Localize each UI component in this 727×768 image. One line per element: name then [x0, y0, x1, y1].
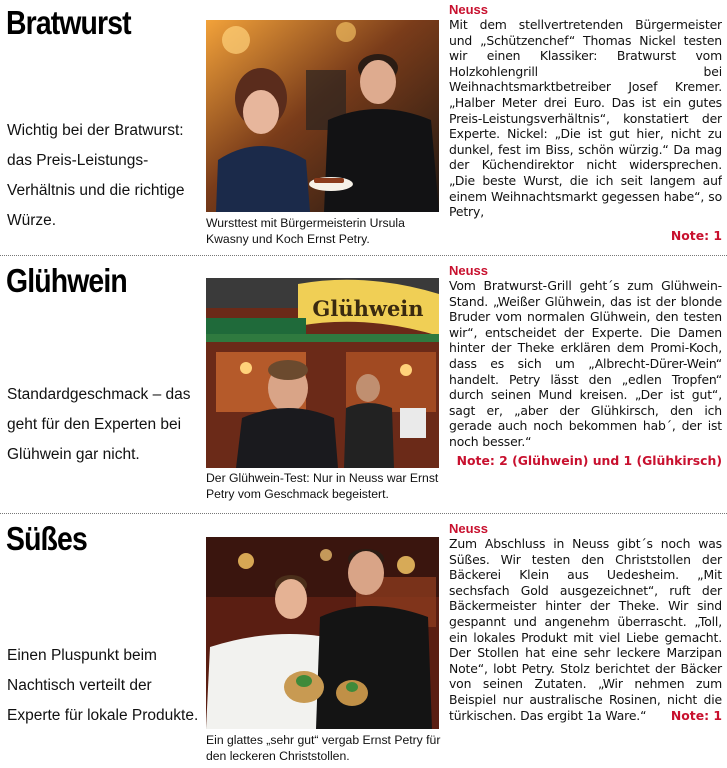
intro-suesses: Einen Pluspunkt beim Nachtisch verteilt der Experte für lokale Produkte. — [7, 647, 199, 724]
photo-suesses — [206, 537, 439, 729]
article-suesses — [449, 522, 722, 725]
location-label: Neuss — [449, 2, 489, 17]
section-divider — [0, 255, 727, 256]
article-text — [449, 536, 722, 723]
article-body: Vom Bratwurst-Grill geht´s zum Glühwein-Stand. „Weißer Glühwein, das ist der blonde Bruder vom normalen Glühwein, den testen wir“, entscheidet der Experte. Die Damen hinter der Theke erklären dem Promi-Koch, dass es sich um „Albrecht-Dürer-Wein“ handelt. Petry lässt den „edlen Tropfen“ durch seinen Mund kreisen. „Der ist gut“, sagt er, „aber der Glühkirsch, den ich gerade auch noch bekommen hab´, der ist noch besser.“ — [449, 278, 722, 449]
photo-bratwurst — [206, 20, 439, 212]
caption-bratwurst: Wursttest mit Bürgermeisterin Ursula Kwasny und Koch Ernst Petry. — [206, 216, 405, 246]
intro-bratwurst: Wichtig bei der Bratwurst: das Preis-Leistungs-Verhältnis und die richtige Würze. — [7, 122, 185, 229]
article-text — [449, 17, 722, 243]
location-label: Neuss — [449, 263, 489, 278]
article-body: Mit dem stellvertretenden Bürgermeister und „Schützenchef“ Thomas Nickel testen wir einen Klassiker: Bratwurst vom Holzkohlengrill bei Weihnachtsmarktbetreiber Josef Kremer. „Halber Meter drei Euro. Das ist ein gutes Preis-Leistungsverhältnis“, konstatiert der Experte. Nickel: „Die ist gut hier, nicht zu dunkel, fest im Biss, schön würzig.“ Da mag der Küchendirektor nicht widersprechen. „Die beste Wurst, die ich seit langem auf einem Weihnachtsmarkt gegessen habe“, so Petry, — [449, 17, 722, 220]
rating-note: Note: 1 — [670, 228, 722, 243]
article-text — [449, 278, 722, 450]
heading-gluehwein: Glühwein — [6, 262, 127, 299]
heading-bratwurst: Bratwurst — [6, 4, 131, 41]
article-bratwurst — [449, 3, 722, 245]
article-gluehwein — [449, 264, 722, 470]
photo-gluehwein — [206, 278, 439, 468]
heading-suesses: Süßes — [6, 520, 87, 557]
intro-gluehwein: Standardgeschmack – das geht für den Experten bei Glühwein gar nicht. — [7, 386, 191, 463]
sign-text: Glühwein — [312, 296, 424, 321]
rating-note: Note: 2 (Glühwein) und 1 (Glühkirsch) — [456, 452, 722, 468]
rating-note: Note: 1 — [670, 708, 722, 724]
caption-gluehwein: Der Glühwein-Test: Nur in Neuss war Ernst Petry vom Geschmack begeistert. — [206, 471, 439, 501]
section-divider — [0, 513, 727, 514]
location-label: Neuss — [449, 521, 489, 536]
article-body: Zum Abschluss in Neuss gibt´s noch was Süßes. Wir testen den Christstollen der Bäckerei Klein aus Uedesheim. „Mit sechsfach Gold ausgezeichnet“, ruft der Bäckermeister hinter der Theke. Wir sind gespannt und angenehm überrascht. „Toll, ein lokales Produkt mit viel Liebe gemacht. Der Stollen hat eine sehr leckere Marzipan Note“, lobt Petry. Stolz berichtet der Bäcker von seinen Zutaten. „Wir nehmen zum Beispiel nur australische Rosinen, nicht die türkischen. Das ergibt 1a Ware.“ — [449, 536, 722, 723]
caption-suesses: Ein glattes „sehr gut“ vergab Ernst Petry für den leckeren Christstollen. — [206, 733, 441, 763]
